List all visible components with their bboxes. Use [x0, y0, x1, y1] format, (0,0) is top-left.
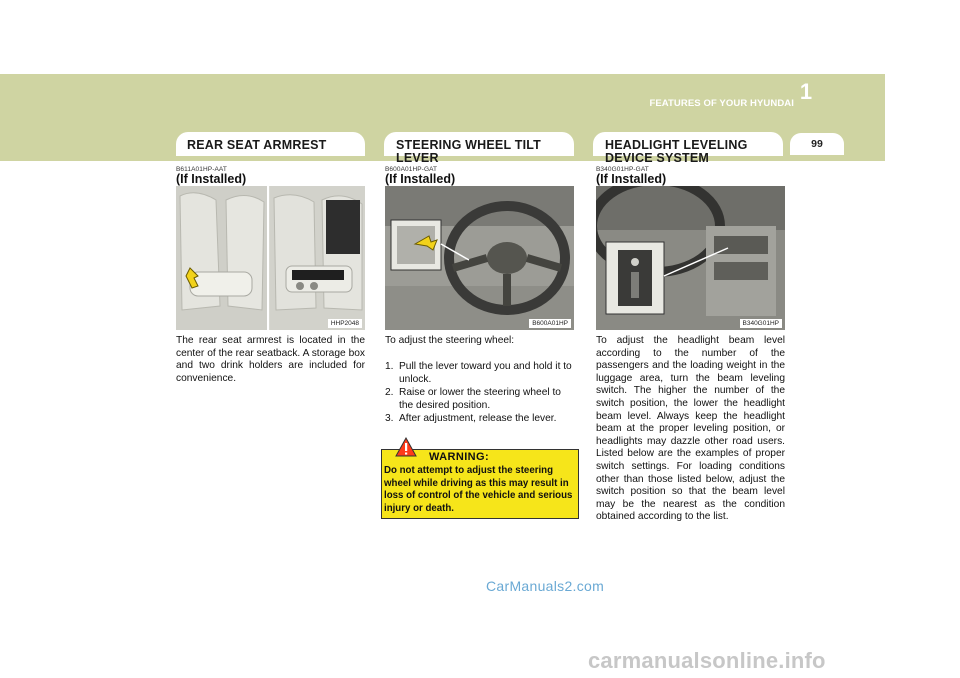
armrest-illustration [176, 186, 365, 330]
warning-text: Do not attempt to adjust the steering wheel while driving as this may result in loss of control of the vehicle and serious injury or death. [384, 465, 573, 514]
section-title-steering-wheel-tilt: STEERING WHEEL TILT LEVER [396, 138, 542, 165]
step-text: After adjustment, release the lever. [399, 413, 557, 425]
section-title-rear-seat-armrest: REAR SEAT ARMREST [187, 138, 327, 152]
image-label: B340G01HP [740, 319, 783, 328]
installed-note: (If Installed) [176, 172, 247, 186]
armrest-description: The rear seat armrest is located in the center of the rear seatback. A storage box and two drink holders are included for convenience. [176, 335, 365, 384]
step-number: 1. [385, 361, 394, 372]
headlight-switch-illustration [596, 186, 785, 330]
steering-wheel-illustration [385, 186, 574, 330]
steering-intro: To adjust the steering wheel: [385, 335, 515, 346]
image-label: HHP2048 [328, 319, 362, 328]
installed-note: (If Installed) [596, 172, 667, 186]
page-number: 99 [790, 133, 844, 155]
step-text: Raise or lower the steering wheel to the desired position. [399, 387, 561, 411]
section-code: B611A01HP-AAT [176, 166, 227, 173]
warning-title: WARNING: [429, 451, 490, 463]
armrest-photo [176, 186, 365, 330]
steering-steps [385, 361, 575, 427]
step-text: Pull the lever toward you and hold it to unlock. [399, 361, 572, 385]
step-number: 3. [385, 413, 394, 425]
page-top-margin [0, 0, 960, 74]
watermark-link[interactable]: CarManuals2.com [486, 578, 605, 594]
list-item [385, 413, 575, 426]
steering-wheel-photo [385, 186, 574, 330]
step-number: 2. [385, 387, 394, 399]
chapter-title: FEATURES OF YOUR HYUNDAI [649, 98, 794, 109]
list-item [385, 361, 575, 386]
watermark-text: carmanualsonline.info [588, 648, 826, 673]
image-label: B600A01HP [529, 319, 571, 328]
section-code: B600A01HP-GAT [385, 166, 438, 173]
chapter-number: 1 [799, 79, 813, 104]
headlight-description: To adjust the headlight beam level according to the number of the passengers and the loading weight in the luggage area, turn the beam leveling switch. The higher the number of the switch position, the lower the headlight beam level. Always keep the headlight beam at the proper leveling position, or headlights may dazzle other road users. Listed below are the examples of proper switch settings. For loading conditions other than those listed below, adjust the switch position so that the beam level may be the nearest as the condition obtained according to the list. [596, 335, 785, 523]
headlight-switch-photo [596, 186, 785, 330]
list-item [385, 387, 575, 412]
section-code: B340G01HP-GAT [596, 166, 649, 173]
warning-triangle-icon [395, 437, 417, 457]
section-title-headlight-leveling: HEADLIGHT LEVELING DEVICE SYSTEM [605, 138, 748, 165]
installed-note: (If Installed) [385, 172, 456, 186]
